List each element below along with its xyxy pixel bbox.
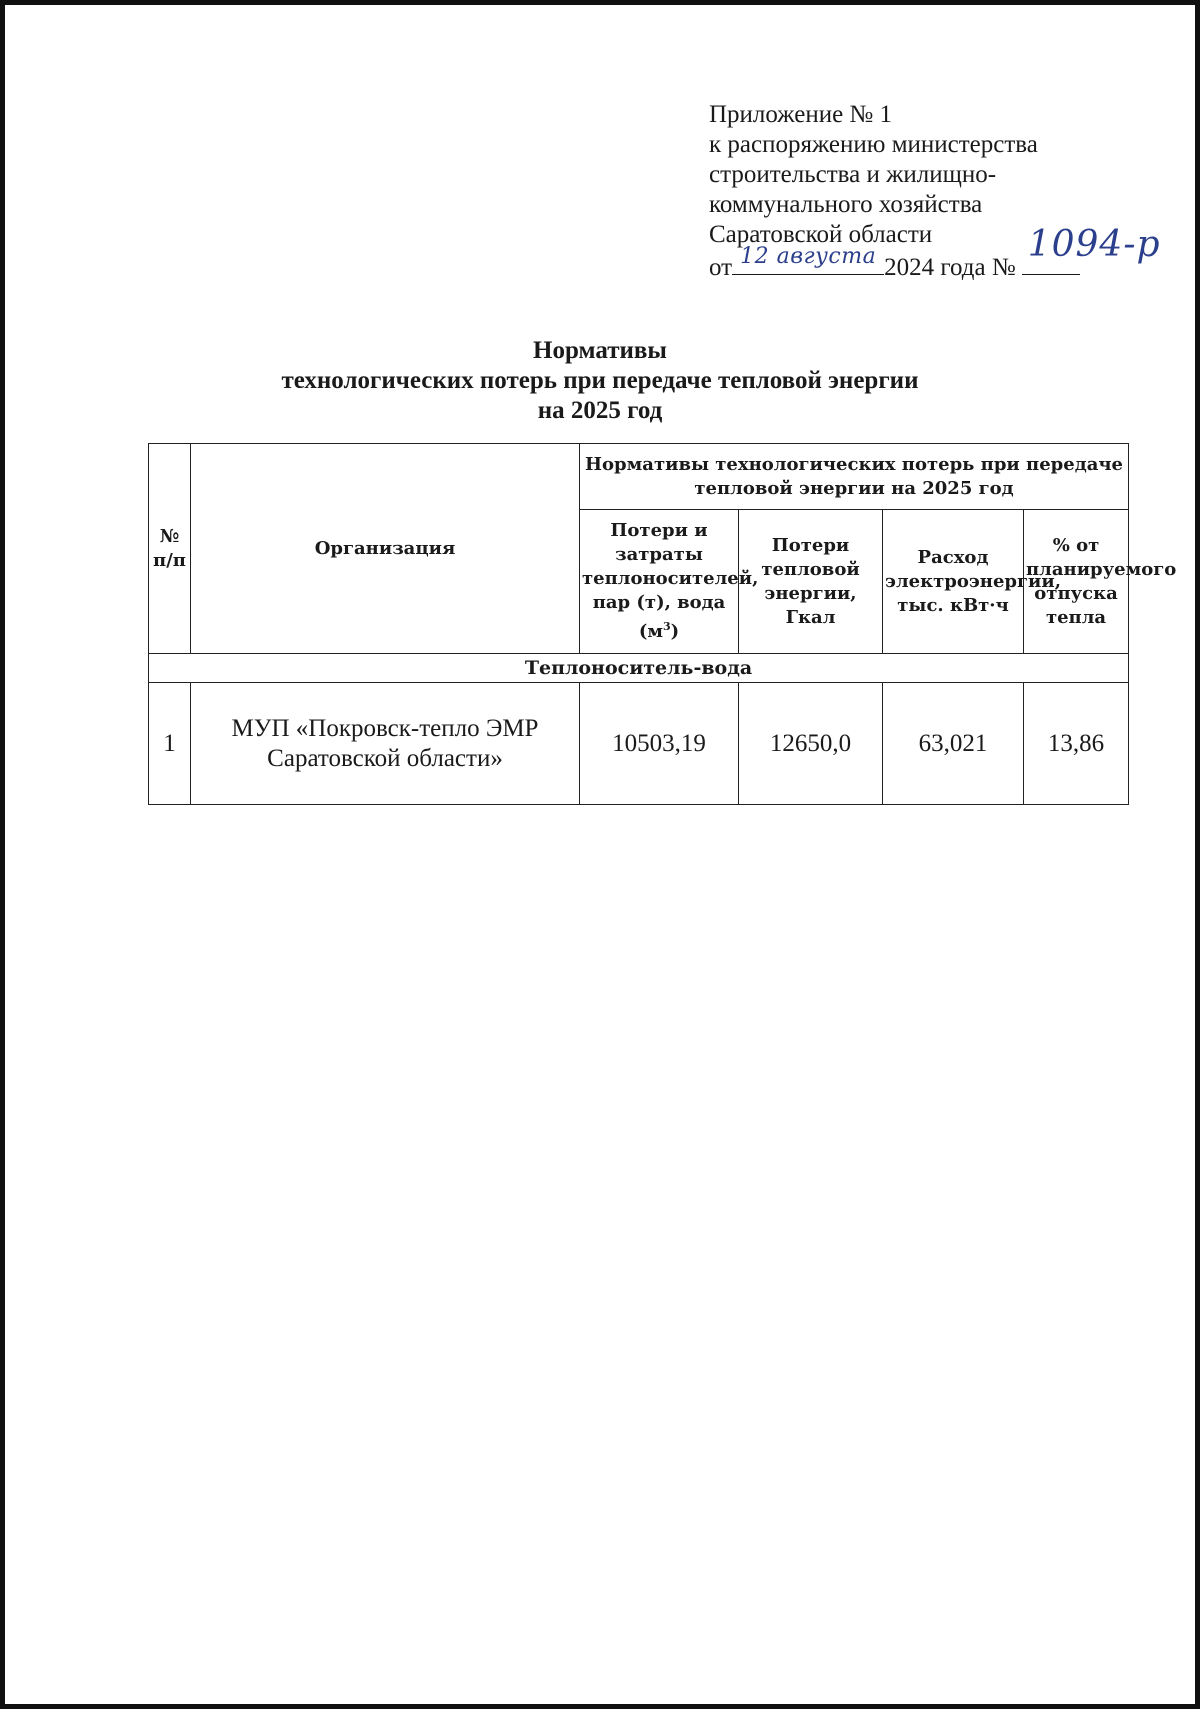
section-title: Теплоноситель-вода: [149, 654, 1129, 683]
annex-line-1: Приложение № 1: [709, 101, 893, 128]
annex-block: [709, 100, 1169, 283]
annex-line-5: Саратовской области: [709, 221, 933, 248]
title-line-2: технологических потерь при передаче тепловой энергии: [281, 367, 919, 394]
date-blank: [732, 244, 884, 275]
cell-organization: МУП «Покровск-тепло ЭМР Саратовской области»: [191, 683, 580, 805]
date-year: 2024 года №: [884, 254, 1016, 281]
handwritten-date: 12 августа: [740, 244, 877, 269]
number-blank: [1022, 224, 1161, 275]
document-title: [0, 336, 1200, 426]
header-row-1: [149, 444, 1129, 510]
handwritten-number: 1094-р: [1027, 224, 1161, 265]
annex-line-3: строительства и жилищно-: [709, 161, 997, 188]
cell-num: 1: [149, 683, 191, 805]
title-line-3: на 2025 год: [537, 397, 663, 424]
table-row: [149, 683, 1129, 805]
header-group: Нормативы технологических потерь при передаче тепловой энергии на 2025 год: [580, 444, 1129, 510]
header-coolant-sup: 3: [662, 620, 671, 633]
header-num: № п/п: [149, 444, 191, 654]
header-organization: Организация: [191, 444, 580, 654]
header-coolant-text: Потери и затраты теплоносителей, пар (т), вода (м: [582, 520, 759, 642]
norms-table: [148, 443, 1177, 805]
cell-electricity: 63,021: [883, 683, 1024, 805]
header-electricity: Расход электроэнергии, тыс. кВт·ч: [883, 510, 1024, 654]
section-row: [149, 654, 1129, 683]
date-prefix: от: [709, 254, 733, 281]
header-percent: % от планируемого отпуска тепла: [1024, 510, 1129, 654]
header-coolant-close: ): [670, 621, 680, 642]
header-heat-losses: Потери тепловой энергии, Гкал: [739, 510, 883, 654]
header-coolant-losses: [580, 510, 759, 654]
annex-line-4: коммунального хозяйства: [709, 191, 983, 218]
annex-line-2: к распоряжению министерства: [709, 131, 1038, 158]
title-line-1: Нормативы: [533, 337, 667, 364]
cell-coolant-losses: 10503,19: [580, 683, 739, 805]
cell-percent: 13,86: [1024, 683, 1129, 805]
cell-heat-losses: 12650,0: [739, 683, 883, 805]
